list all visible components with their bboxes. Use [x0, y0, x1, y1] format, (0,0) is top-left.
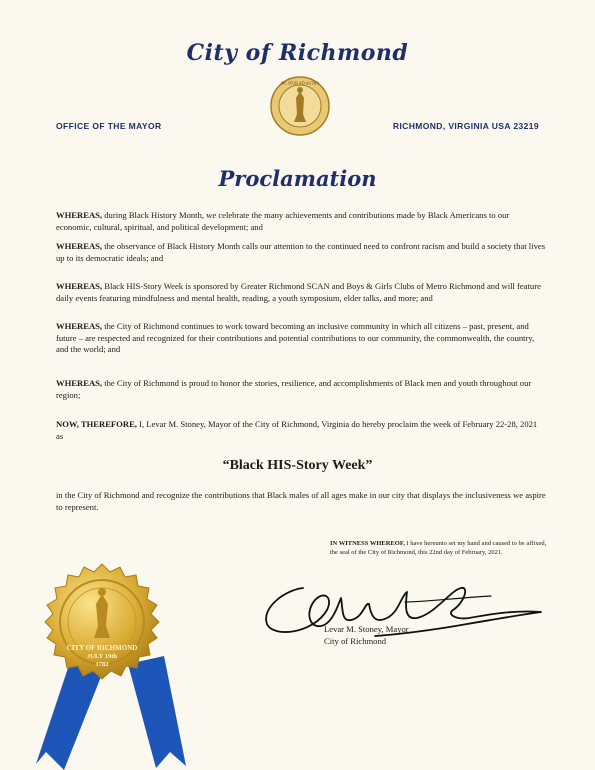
signer-block: [324, 624, 409, 647]
seal-motto: SIC ITUR AD ASTRA: [280, 80, 320, 86]
paragraph-text: I, Levar M. Stoney, Mayor of the City of Richmond, Virginia do hereby proclaim the week of February 22-28, 2021 as: [56, 419, 538, 441]
witness-clause: [330, 540, 550, 557]
closing-paragraph: in the City of Richmond and recognize the contributions that Black males of all ages make in our city that displays the inclusiveness we aspire to represent.: [56, 490, 546, 512]
paragraph-text: Black HIS-Story Week is sponsored by Greater Richmond SCAN and Boys & Girls Clubs of Metro Richmond and will feature daily events featuring mindfulness and mental health, reading, a youth symposium, elder talks, and more; and: [56, 281, 541, 303]
gold-seal-line-1: CITY OF RICHMOND: [66, 644, 138, 652]
paragraph-text: the observance of Black History Month calls our attention to the continued need to confront racism and build a society that lives up to its democratic ideals; and: [56, 241, 546, 263]
paragraph-text: the City of Richmond is proud to honor the stories, resilience, and accomplishments of Black men and youth throughout our region;: [56, 378, 532, 400]
signer-organization: City of Richmond: [324, 635, 387, 646]
paragraph-lead: WHEREAS,: [56, 378, 103, 388]
paragraph-5: [56, 378, 546, 401]
witness-text: I have hereunto set my hand and caused to be affixed, the seal of the City of Richmond, this 22nd day of February, 2021.: [330, 540, 547, 556]
paragraph-text: the City of Richmond continues to work toward becoming an inclusive community in which all citizens – past, present, and future – are respected and recognized for their contributions and potential contributions to our community, the commonwealth, the country, and the world; and: [56, 321, 535, 354]
gold-seal-line-3: 1782: [95, 661, 109, 668]
paragraph-2: [56, 241, 546, 264]
paragraph-lead: WHEREAS,: [56, 281, 103, 291]
paragraph-3: [56, 281, 546, 304]
gold-seal-icon: [38, 562, 166, 690]
witness-lead: IN WITNESS WHEREOF,: [330, 540, 405, 547]
paragraph-6: [56, 419, 546, 442]
paragraph-lead: NOW, THEREFORE,: [56, 419, 137, 429]
paragraph-text: during Black History Month, we celebrate the many achievements and contributions made by Black Americans to our economic, cultural, spiritual, and political development; and: [56, 210, 510, 232]
paragraph-lead: WHEREAS,: [56, 241, 103, 251]
city-seal-icon: [270, 76, 330, 136]
office-label: OFFICE OF THE MAYOR: [56, 121, 162, 131]
proclamation-title: Proclamation: [218, 166, 377, 191]
city-name-heading: City of Richmond: [186, 40, 409, 66]
paragraph-lead: WHEREAS,: [56, 210, 103, 220]
paragraph-4: [56, 321, 546, 356]
paragraph-1: [56, 210, 546, 233]
address-label: RICHMOND, VIRGINIA USA 23219: [392, 121, 539, 131]
gold-seal-line-2: JULY 19th: [86, 653, 118, 660]
signer-name: Levar M. Stoney, Mayor: [324, 624, 409, 634]
proclaimed-event-title: “Black HIS-Story Week”: [222, 458, 373, 473]
paragraph-lead: WHEREAS,: [56, 321, 103, 331]
